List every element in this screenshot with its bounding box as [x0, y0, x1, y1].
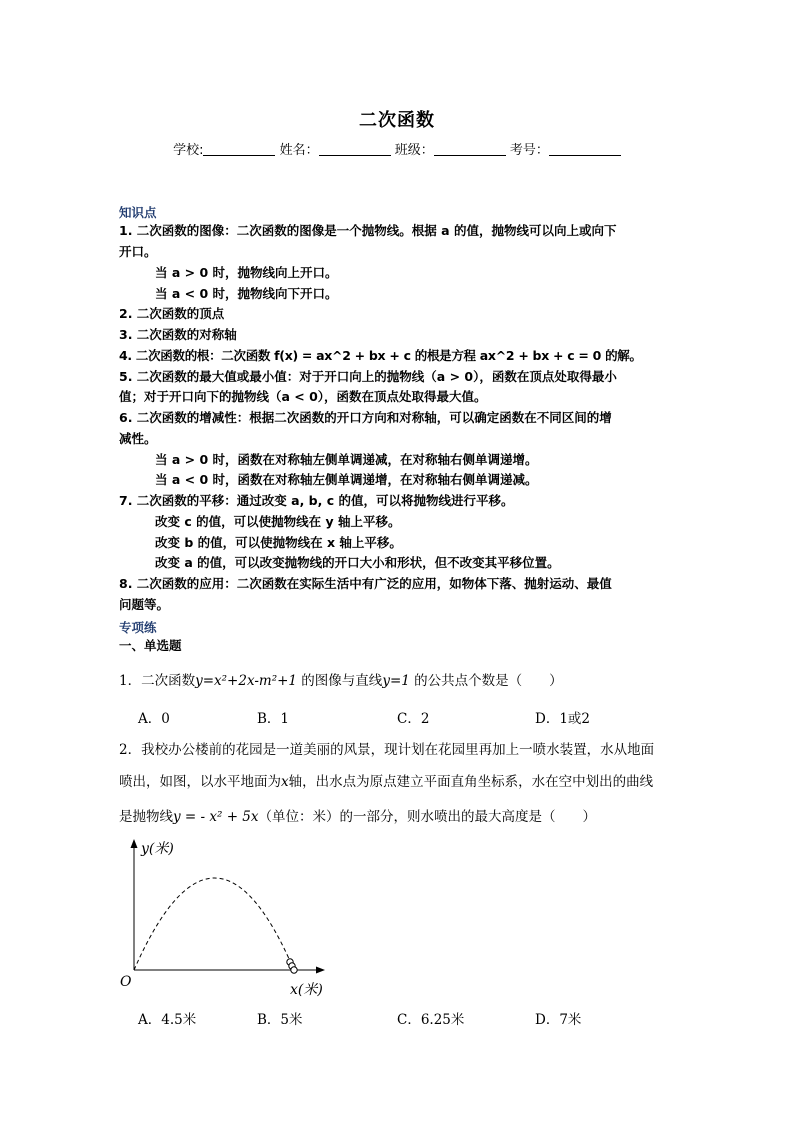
- q1-prefix: 1．二次函数: [119, 673, 196, 689]
- kp-line: 7. 二次函数的平移：通过改变 a, b, c 的值，可以将抛物线进行平移。: [119, 493, 514, 508]
- parabola-figure: [110, 836, 340, 1004]
- q2-line-2: [119, 770, 653, 790]
- parabola-curve: [134, 878, 294, 970]
- q1-option-a[interactable]: A．0: [138, 711, 170, 727]
- q2-option-c[interactable]: C．6.25米: [397, 1012, 465, 1028]
- kp-line: 当 a < 0 时，函数在对称轴左侧单调递增，在对称轴右侧单调递减。: [155, 472, 538, 487]
- kp-line: 2. 二次函数的顶点: [119, 306, 225, 321]
- question-1: [119, 669, 563, 689]
- practice-heading: 专项练: [119, 620, 157, 635]
- student-info-line: [0, 139, 794, 158]
- q1-suffix: 的公共点个数是（ ）: [409, 673, 563, 689]
- kp-line: 改变 c 的值，可以使抛物线在 y 轴上平移。: [155, 514, 401, 529]
- q2-line-3a: 是抛物线: [119, 809, 173, 825]
- kp-line: 4. 二次函数的根：二次函数 f(x) = ax^2 + bx + c 的根是方程 ax^2 + bx + c = 0 的解。: [119, 348, 642, 363]
- origin-label: O: [120, 974, 132, 990]
- kp-line: 1. 二次函数的图像：二次函数的图像是一个抛物线。根据 a 的值，抛物线可以向上或向下: [119, 223, 617, 238]
- kp-line: 8. 二次函数的应用：二次函数在实际生活中有广泛的应用，如物体下落、抛射运动、最值: [119, 576, 612, 591]
- q1-option-b[interactable]: B．1: [257, 711, 290, 727]
- q1-option-c[interactable]: C．2: [397, 711, 430, 727]
- q1-formula: y=x²+2x-m²+1: [195, 673, 298, 689]
- y-axis-label: y(米): [141, 841, 174, 857]
- school-label: 学校:: [173, 143, 204, 158]
- class-label: 班级：: [394, 143, 434, 158]
- water-drop: [291, 967, 297, 973]
- y-axis-arrow: [131, 839, 138, 848]
- name-label: 姓名：: [279, 143, 319, 158]
- q2-line-2b: 轴，出水点为原点建立平面直角坐标系，水在空中划出的曲线: [288, 774, 654, 790]
- kp-line: 问题等。: [119, 597, 170, 612]
- kp-line: 6. 二次函数的增减性：根据二次函数的开口方向和对称轴，可以确定函数在不同区间的增: [119, 410, 612, 425]
- kp-line: 3. 二次函数的对称轴: [119, 327, 237, 342]
- q2-line-2a: 喷出，如图，以水平地面为: [119, 774, 281, 790]
- kp-line: 减性。: [119, 431, 157, 446]
- q2-line-3b: （单位：米）的一部分，则水喷出的最大高度是（ ）: [258, 809, 596, 825]
- q2-option-d[interactable]: D．7米: [535, 1012, 582, 1028]
- school-field[interactable]: [203, 143, 275, 156]
- class-field[interactable]: [434, 143, 506, 156]
- q2-formula: y = - x² + 5x: [173, 809, 259, 825]
- x-axis-arrow: [316, 967, 325, 974]
- section-heading: 一、单选题: [119, 638, 182, 653]
- kp-line: 开口。: [119, 244, 157, 259]
- kp-line: 改变 b 的值，可以使抛物线在 x 轴上平移。: [155, 535, 402, 550]
- kp-line: 改变 a 的值，可以改变抛物线的开口大小和形状，但不改变其平移位置。: [155, 555, 560, 570]
- name-field[interactable]: [319, 143, 391, 156]
- knowledge-heading: 知识点: [119, 205, 157, 220]
- page-title: 二次函数: [359, 110, 435, 131]
- kp-line: 当 a > 0 时，抛物线向上开口。: [155, 265, 338, 280]
- kp-line: 5. 二次函数的最大值或最小值：对于开口向上的抛物线（a > 0），函数在顶点处取得最小: [119, 369, 617, 384]
- q1-line: y=1: [382, 673, 410, 689]
- q2-line-1: 2．我校办公楼前的花园是一道美丽的风景，现计划在花园里再加上一喷水装置，水从地面: [119, 742, 655, 758]
- id-field[interactable]: [549, 143, 621, 156]
- q2-x-var: x: [281, 774, 289, 790]
- x-axis-label: x(米): [290, 982, 323, 998]
- kp-line: 值；对于开口向下的抛物线（a < 0），函数在顶点处取得最大值。: [119, 389, 487, 404]
- q1-middle: 的图像与直线: [297, 673, 383, 689]
- q2-option-a[interactable]: A．4.5米: [138, 1012, 197, 1028]
- q1-option-d[interactable]: D．1或2: [535, 711, 591, 727]
- q2-line-3: [119, 805, 596, 825]
- q2-option-b[interactable]: B．5米: [257, 1012, 303, 1028]
- id-label: 考号：: [509, 143, 549, 158]
- kp-line: 当 a < 0 时，抛物线向下开口。: [155, 286, 338, 301]
- kp-line: 当 a > 0 时，函数在对称轴左侧单调递减，在对称轴右侧单调递增。: [155, 452, 538, 467]
